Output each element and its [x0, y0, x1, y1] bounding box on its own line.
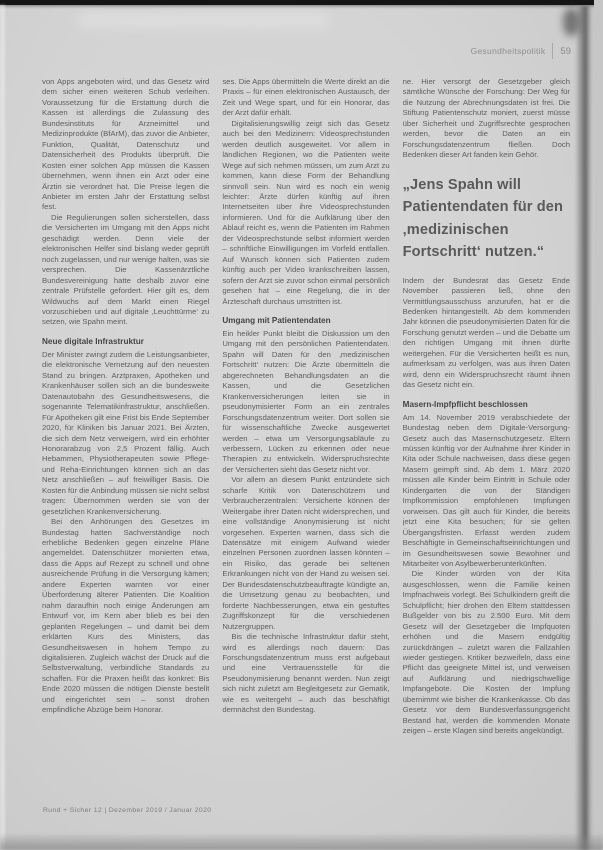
footer-issue-info: Rund + Sicher 12 | Dezember 2019 / Januar 2020: [43, 807, 212, 814]
paragraph: Die Regulierungen sollen sicherstellen, dass die Versicherten im Umgang mit den Apps nicht geschädigt werden. Denn viele der elektronischen Helfer sind bislang weder geprüft noch zugelassen, und nur wenige halten, was sie versprechen. Die Kassenärztliche Bundesvereinigung hatte deshalb zuvor eine zentrale Prüfstelle gefordert. Hier gilt es, dem Wildwuchs auf dem Markt einen Riegel vorzuschieben und auf digitale ‚Leuchttürme‘ zu setzen, wie Spahn meint.: [42, 212, 210, 327]
section-label: Gesundheitspolitik: [470, 46, 546, 56]
scan-noise-artifact: [78, 14, 328, 27]
paragraph: Digitalisierungswillig zeigt sich das Gesetz auch bei den Medizinern: Videosprechstunden werden deutlich ausgeweitet. Vor allem in ländlichen Regionen, wo die Patienten weite Wege auf sich nehmen müssen, um zum Arzt zu kommen, kann diese Form der Behandlung sinnvoll sein. Nun wird es noch ein wenig leichter: Ärzte dürfen künftig auf ihren Internetseiten über ihre Videosprechstunden informieren. Und für die Aufklärung über den Ablauf reicht es, wenn die Patienten im Rahmen der Videosprechstunde selbst informiert werden – schriftliche Einwilligungen im Vorfeld entfallen. Auf Wunsch können sich Patienten zudem künftig auch per Video krankschreiben lassen, sofern der Arzt sie zuvor schon einmal persönlich gesehen hat – eine Regelung, die in der Ärzteschaft durchaus umstritten ist.: [222, 118, 390, 306]
paragraph: Ein heikler Punkt bleibt die Diskussion um den Umgang mit den persönlichen Patientendaten. Spahn will Daten für den ‚medizinischen Fortschritt‘ nutzen: Die Ärzte übermitteln die abgerechneten Behandlungsdaten an die Kassen, und die Gesetzlichen Krankenversicherungen leiten sie in pseudonymisierter Form an ein zentrales Forschungsdatenzentrum weiter. Dort sollen sie für wissenschaftliche Zwecke ausgewertet werden – etwa um Versorgungsabläufe zu verbessern, Lücken zu erkennen oder neue Therapien zu entwickeln. Widerspruchsrechte der Versicherten sieht das Gesetz nicht vor.: [222, 328, 390, 474]
paragraph: Bis die technische Infrastruktur dafür steht, wird es allerdings noch dauern: Das Forschungsdatenzentrum muss erst aufgebaut und eine Vertrauensstelle für die Pseudonymisierung benannt werden. Nun zeigt sich nicht zuletzt am Begleitgesetz zur Gematik, wie es weitergeht – auch das beschäftigt demnächst den Bundestag.: [222, 632, 390, 715]
article-body: [42, 77, 570, 804]
scan-shade-bottom: [0, 833, 603, 850]
page-number: 59: [560, 45, 571, 57]
page-header: [471, 43, 571, 59]
article-column-left: [42, 77, 209, 804]
scan-edge-left: [0, 5, 5, 850]
paragraph: ne. Hier versorgt der Gesetzgeber gleich sämtliche Wünsche der Forschung: Der Weg für die Nutzung der Abrechnungsdaten ist frei. Die Stiftung Patientenschutz moniert, zuerst müsse über Sicherheit und Zugriffsrechte gesprochen werden, bevor die Daten an ein Forschungsdatenzentrum fließen. Doch Bedenken dieser Art fanden kein Gehör.: [402, 77, 570, 160]
paragraph: Die Kinder würden von der Kita ausgeschlossen, wenn die Familie keinen Impfnachweis vorlegt. Bei Schulkindern greift die Schulpflicht; hier drohen den Eltern stattdessen Bußgelder von bis zu 2.500 Euro. Mit dem Gesetz will der Gesetzgeber die Impfquoten erhöhen und die Masern endgültig zurückdrängen – zuletzt waren die Fallzahlen wieder gestiegen. Kritiker bezweifeln, dass eine Pflicht das geeignete Mittel ist, und verweisen auf Aufklärung und niedrigschwellige Impfangebote. Die Kosten der Impfung übernimmt wie bisher die Krankenkasse. Ob das Gesetz vor dem Bundesverfassungsgericht Bestand hat, werden die kommenden Monate zeigen – erste Klagen sind bereits angekündigt.: [402, 569, 570, 736]
pull-quote: „Jens Spahn will Patientendaten für den ‚medizinischen Fortschritt‘ nutzen.“: [402, 176, 563, 261]
article-column-center: [222, 77, 389, 804]
subheading-umgang-mit-patientendaten: Umgang mit Patientendaten: [222, 315, 331, 325]
paragraph: Indem der Bundesrat das Gesetz Ende November passieren ließ, ohne den Vermittlungsausschuss anzurufen, hat er die Bedenken hintangestellt. Ab dem kommenden Jahr können die pseudonymisierten Daten für die Forschung genutzt werden – und die Debatte um den richtigen Umgang mit ihnen dürfte weitergehen. Für die Versicherten heißt es nun, aufmerksam zu verfolgen, was aus ihren Daten wird, denn ein Widerspruchsrecht räumt ihnen das Gesetz nicht ein.: [402, 275, 570, 390]
scan-shadow-right: [575, 6, 594, 850]
paragraph: von Apps angeboten wird, und das Gesetz wird dem sicher einen weiteren Schub verleihen. Voraussetzung für die Erstattung durch die Kassen ist allerdings die Zulassung des Bundesinstituts für Arzneimittel und Medizinprodukte (BfArM), das zuvor die Anbieter, Funktion, Qualität, Datenschutz und Datensicherheit des Produkts überprüft. Die Kosten einer solchen App müssen die Kassen übernehmen, wenn ihnen ein Arzt oder eine Ärztin sie verordnet hat. Die Preise legen die Anbieter im ersten Jahr der Erstattung selbst fest.: [42, 77, 210, 212]
header-divider: [552, 43, 553, 59]
paragraph: Der Minister zwingt zudem die Leistungsanbieter, die elektronische Vernetzung auf den neuesten Stand zu bringen. Arztpraxen, Apotheken und Krankenhäuser sollen sich an die bundesweite Datenautobahn des Gesundheitswesens, die sogenannte Telematikinfrastruktur, anschließen. Für Apotheken gilt eine Frist bis Ende September 2020, für Kliniken bis Januar 2021. Bei Ärzten, die sich dem Netz verweigern, wird ein erhöhter Honorarabzug von 2,5 Prozent fällig. Auch Hebammen, Physiotherapeuten sowie Pflege- und Reha-Einrichtungen können sich an das Netz anschließen – auf freiwilliger Basis. Die Kosten für die Anbindung müssen sie nicht selbst tragen: Übernommen werden sie von der gesetzlichen Krankenversicherung.: [42, 349, 210, 516]
article-column-right: [403, 77, 570, 804]
subheading-neue-digitale-infrastruktur: Neue digitale Infrastruktur: [42, 336, 144, 346]
scan-edge-right: [594, 0, 603, 850]
scan-edge-top: [0, 0, 603, 5]
scan-smudge-artifact: [563, 8, 580, 36]
paragraph: Bei den Anhörungen des Gesetzes im Bundestag hatten Sachverständige noch erhebliche Bedenken gegen einzelne Pläne angemeldet. Datenschützer monierten etwa, dass die Apps auf Rezept zu schnell und ohne ausreichende Prüfung in die Versorgung kämen; andere Experten warnten vor einer Überforderung älterer Patienten. Die Koalition nahm daraufhin noch einige Änderungen am Entwurf vor, im Kern aber blieb es bei den geplanten Regelungen – und damit bei dem erklärten Kurs des Ministers, das Gesundheitswesen in hohem Tempo zu digitalisieren. Zugleich wächst der Druck auf die Selbstverwaltung, verbindliche Standards zu schaffen. Für die Praxen heißt das konkret: Bis Ende 2020 müssen die nötigen Dienste bestellt und eingerichtet sein – sonst drohen empfindliche Abzüge beim Honorar.: [42, 517, 210, 715]
paragraph: ses. Die Apps übermitteln die Werte direkt an die Praxis – für einen elektronischen Austausch, der Zeit und Wege spart, und für ein Honorar, das der Arzt dafür erhält.: [222, 77, 390, 118]
paragraph: Vor allem an diesem Punkt entzündete sich scharfe Kritik von Datenschützern und Verbraucherzentralen: Versicherte können der Weitergabe ihrer Daten nicht widersprechen, und eine vollständige Anonymisierung ist nicht vorgesehen. Experten warnen, dass sich die Datensätze mit einigem Aufwand wieder einzelnen Personen zuordnen lassen könnten – ein Risiko, das gerade bei seltenen Erkrankungen nicht von der Hand zu weisen sei. Der Bundesdatenschutzbeauftragte kündigte an, die Umsetzung genau zu beobachten, und forderte Nachbesserungen, etwa ein gestuftes Zugriffskonzept für die verschiedenen Nutzergruppen.: [222, 475, 390, 631]
subheading-masern-impfpflicht: Masern-Impfpflicht beschlossen: [402, 399, 528, 409]
paragraph: Am 14. November 2019 verabschiedete der Bundestag neben dem Digitale-Versorgung-Gesetz auch das Masernschutzgesetz. Eltern müssen künftig vor der Aufnahme ihrer Kinder in Kita oder Schule nachweisen, dass diese gegen Masern geimpft sind. Ab dem 1. März 2020 müssen alle Kinder beim Eintritt in Schule oder Kindergarten die von der Ständigen Impfkommission empfohlenen Impfungen vorweisen. Das gilt auch für Kinder, die bereits jetzt eine Kita besuchen; für sie gelten Übergangsfristen. Erfasst werden zudem Beschäftigte in Gemeinschaftseinrichtungen und im Gesundheitswesen sowie Bewohner und Mitarbeiter von Asylbewerberunterkünften.: [402, 412, 570, 568]
